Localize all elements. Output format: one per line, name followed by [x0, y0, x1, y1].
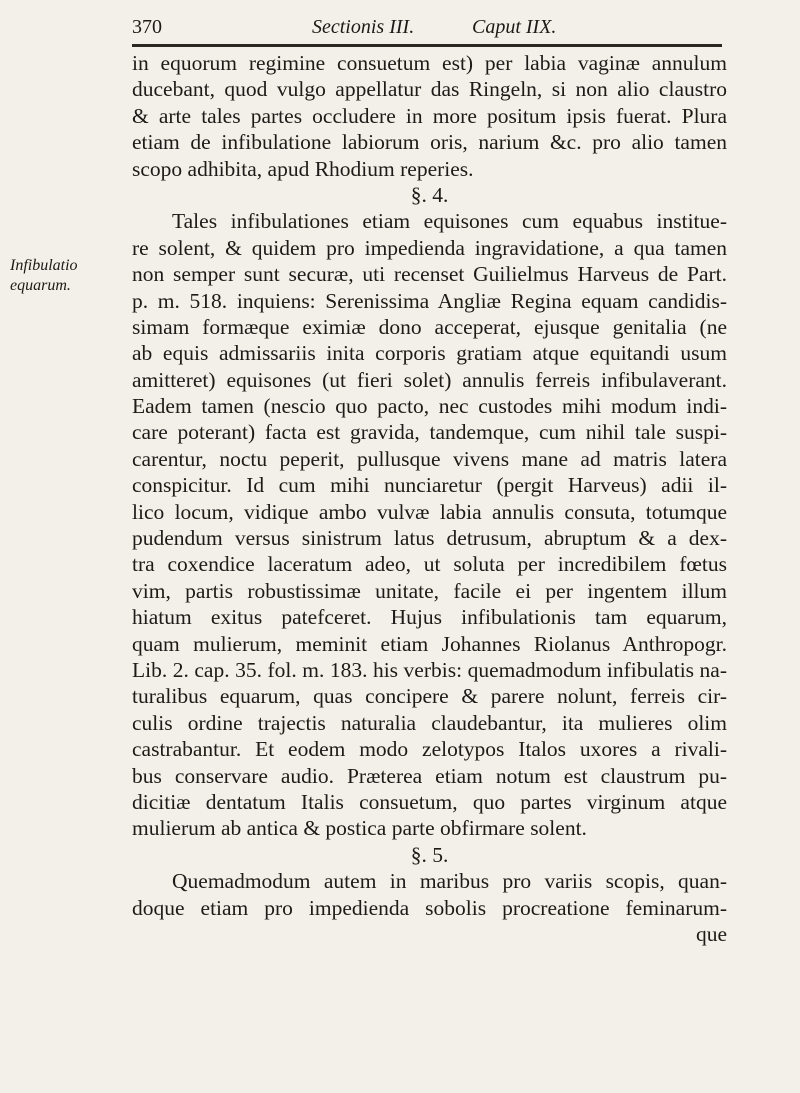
margin-note-line: Infibulatio: [10, 257, 78, 274]
text-line: & arte tales partes occludere in more positum ipsis fuerat. Plura: [132, 103, 727, 128]
text-line: hiatum exitus patefceret. Hujus infibulationis tam equarum,: [132, 605, 727, 630]
text-line: re solent, & quidem pro impedienda ingravidatione, a qua tamen: [132, 235, 727, 260]
text-line: doque etiam pro impedienda sobolis procreatione feminarum-: [132, 895, 727, 920]
text-line: ducebant, quod vulgo appellatur das Ringeln, si non alio claustro: [132, 77, 727, 102]
text-line: Tales infibulationes etiam equisones cum equabus institue-: [172, 209, 727, 234]
text-line: que: [695, 921, 727, 946]
text-line: turalibus equarum, quas concipere & parere nolunt, ferreis cir-: [132, 684, 727, 709]
text-line: simam formæque eximiæ dono acceperat, ejusque genitalia (ne: [132, 314, 727, 339]
text-line: vim, partis robustissimæ unitate, facile ei per ingentem illum: [132, 578, 727, 603]
text-line: quam mulierum, meminit etiam Johannes Riolanus Anthropogr.: [132, 631, 727, 656]
text-line: bus conservare audio. Præterea etiam notum est claustrum pu-: [132, 763, 727, 788]
text-line: tra coxendice laceratum adeo, ut soluta per incredibilem fœtus: [132, 552, 727, 577]
chapter-title: Caput IIX.: [472, 16, 557, 38]
margin-note-line: equarum.: [10, 277, 71, 294]
text-line: non semper sunt securæ, uti recenset Guilielmus Harveus de Part.: [132, 262, 727, 287]
section-title: Sectionis III.: [312, 16, 415, 38]
text-line: Quemadmodum autem in maribus pro variis scopis, quan-: [172, 869, 727, 894]
text-line: mulierum ab antica & postica parte obfirmare solent.: [132, 816, 587, 841]
header-rule: [132, 44, 722, 47]
running-header: [132, 12, 722, 42]
text-line: conspicitur. Id cum mihi nunciaretur (pergit Harveus) adii il-: [132, 473, 727, 498]
text-line: in equorum regimine consuetum est) per labia vaginæ annulum: [132, 51, 727, 75]
text-line: §. 5.: [410, 842, 449, 867]
text-line: carentur, noctu peperit, pullusque vivens mane ad matris latera: [132, 446, 727, 471]
text-line: ab equis admissariis inita corporis gratiam atque equitandi usum: [132, 341, 727, 366]
text-line: dicitiæ dentatum Italis consuetum, quo partes virginum atque: [132, 789, 727, 814]
text-line: amitteret) equisones (ut fieri solet) annulis ferreis infibulaverant.: [132, 367, 727, 392]
text-line: lico locum, vidique ambo vulvæ labia annulis consuta, totumque: [132, 499, 727, 524]
body-text: [132, 50, 727, 947]
text-line: scopo adhibita, apud Rhodium reperies.: [132, 156, 474, 181]
text-line: castrabantur. Et eodem modo zelotypos Italos uxores a rivali-: [132, 737, 727, 762]
margin-note: [10, 256, 120, 296]
text-line: pudendum versus sinistrum latus detrusum, abruptum & a dex-: [132, 526, 727, 551]
text-line: Lib. 2. cap. 35. fol. m. 183. his verbis: quemadmodum infibulatis na-: [132, 657, 727, 682]
text-line: §. 4.: [410, 182, 449, 207]
text-line: culis ordine trajectis naturalia claudebantur, ita mulieres olim: [132, 710, 727, 735]
text-line: p. m. 518. inquiens: Serenissima Angliæ Regina equam candidis-: [132, 288, 727, 313]
text-line: care poterant) facta est gravida, tandemque, cum nihil tale suspi-: [132, 420, 727, 445]
text-line: etiam de infibulatione labiorum oris, narium &c. pro alio tamen: [132, 130, 727, 155]
page-number: 370: [132, 16, 162, 38]
text-line: Eadem tamen (nescio quo pacto, nec custodes mihi modum indi-: [132, 394, 727, 419]
